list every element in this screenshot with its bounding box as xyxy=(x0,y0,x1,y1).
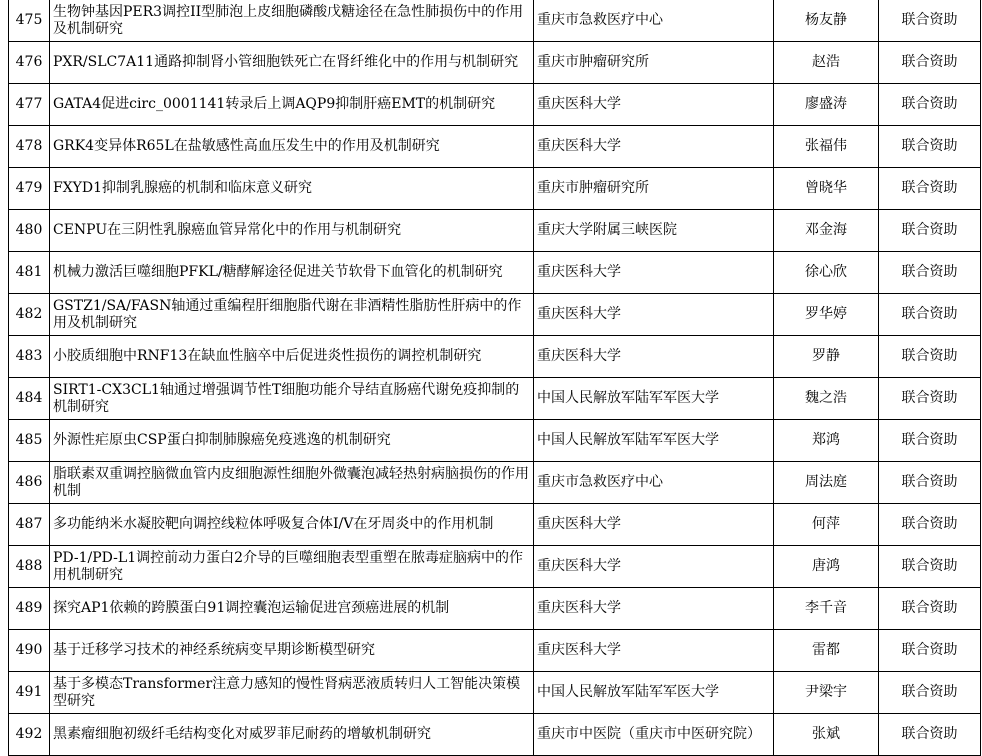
project-title: PD-1/PD-L1调控前动力蛋白2介导的巨噬细胞表型重塑在脓毒症脑病中的作用机制研究 xyxy=(50,546,534,588)
funding-type: 联合资助 xyxy=(879,252,981,294)
row-number: 491 xyxy=(9,672,50,714)
project-title: 黑素瘤细胞初级纤毛结构变化对威罗菲尼耐药的增敏机制研究 xyxy=(50,714,534,756)
table-row xyxy=(9,84,981,126)
row-number: 492 xyxy=(9,714,50,756)
project-title: 外源性疟原虫CSP蛋白抑制肺腺癌免疫逃逸的机制研究 xyxy=(50,420,534,462)
institution-name: 中国人民解放军陆军军医大学 xyxy=(534,672,774,714)
institution-name: 重庆大学附属三峡医院 xyxy=(534,210,774,252)
funding-type: 联合资助 xyxy=(879,546,981,588)
funding-type: 联合资助 xyxy=(879,126,981,168)
institution-name: 重庆医科大学 xyxy=(534,336,774,378)
project-title: 脂联素双重调控脑微血管内皮细胞源性细胞外微囊泡减轻热射病脑损伤的作用机制 xyxy=(50,462,534,504)
funding-type: 联合资助 xyxy=(879,0,981,42)
institution-name: 重庆市肿瘤研究所 xyxy=(534,168,774,210)
project-title: 基于多模态Transformer注意力感知的慢性肾病恶液质转归人工智能决策模型研究 xyxy=(50,672,534,714)
table-row xyxy=(9,210,981,252)
funding-type: 联合资助 xyxy=(879,336,981,378)
row-number: 483 xyxy=(9,336,50,378)
principal-investigator: 赵浩 xyxy=(774,42,879,84)
row-number: 487 xyxy=(9,504,50,546)
project-title: 小胶质细胞中RNF13在缺血性脑卒中后促进炎性损伤的调控机制研究 xyxy=(50,336,534,378)
institution-name: 重庆市中医院（重庆市中医研究院） xyxy=(534,714,774,756)
row-number: 484 xyxy=(9,378,50,420)
table-row xyxy=(9,420,981,462)
table-row xyxy=(9,630,981,672)
funding-type: 联合资助 xyxy=(879,420,981,462)
principal-investigator: 张福伟 xyxy=(774,126,879,168)
project-title: 基于迁移学习技术的神经系统病变早期诊断模型研究 xyxy=(50,630,534,672)
institution-name: 中国人民解放军陆军军医大学 xyxy=(534,378,774,420)
row-number: 490 xyxy=(9,630,50,672)
table-row xyxy=(9,42,981,84)
table-row xyxy=(9,672,981,714)
principal-investigator: 徐心欣 xyxy=(774,252,879,294)
institution-name: 重庆医科大学 xyxy=(534,630,774,672)
project-title: CENPU在三阴性乳腺癌血管异常化中的作用与机制研究 xyxy=(50,210,534,252)
table-row xyxy=(9,714,981,756)
table-row xyxy=(9,504,981,546)
funding-type: 联合资助 xyxy=(879,714,981,756)
project-title: GRK4变异体R65L在盐敏感性高血压发生中的作用及机制研究 xyxy=(50,126,534,168)
row-number: 489 xyxy=(9,588,50,630)
funding-type: 联合资助 xyxy=(879,378,981,420)
row-number: 478 xyxy=(9,126,50,168)
project-title: PXR/SLC7A11通路抑制肾小管细胞铁死亡在肾纤维化中的作用与机制研究 xyxy=(50,42,534,84)
funding-type: 联合资助 xyxy=(879,630,981,672)
project-title: GSTZ1/SA/FASN轴通过重编程肝细胞脂代谢在非酒精性脂肪性肝病中的作用及机制研究 xyxy=(50,294,534,336)
principal-investigator: 雷都 xyxy=(774,630,879,672)
principal-investigator: 廖盛涛 xyxy=(774,84,879,126)
row-number: 488 xyxy=(9,546,50,588)
funding-type: 联合资助 xyxy=(879,210,981,252)
institution-name: 重庆市肿瘤研究所 xyxy=(534,42,774,84)
table-row xyxy=(9,588,981,630)
institution-name: 重庆医科大学 xyxy=(534,84,774,126)
project-title: FXYD1抑制乳腺癌的机制和临床意义研究 xyxy=(50,168,534,210)
table-row xyxy=(9,336,981,378)
institution-name: 重庆医科大学 xyxy=(534,546,774,588)
row-number: 482 xyxy=(9,294,50,336)
principal-investigator: 尹梁宇 xyxy=(774,672,879,714)
funding-type: 联合资助 xyxy=(879,588,981,630)
project-title: 多功能纳米水凝胶靶向调控线粒体呼吸复合体I/V在牙周炎中的作用机制 xyxy=(50,504,534,546)
project-title: 探究AP1依赖的跨膜蛋白91调控囊泡运输促进宫颈癌进展的机制 xyxy=(50,588,534,630)
principal-investigator: 李千音 xyxy=(774,588,879,630)
project-table xyxy=(8,0,981,756)
principal-investigator: 曾晓华 xyxy=(774,168,879,210)
principal-investigator: 郑鸿 xyxy=(774,420,879,462)
funding-type: 联合资助 xyxy=(879,504,981,546)
row-number: 481 xyxy=(9,252,50,294)
institution-name: 重庆医科大学 xyxy=(534,504,774,546)
principal-investigator: 魏之浩 xyxy=(774,378,879,420)
row-number: 479 xyxy=(9,168,50,210)
principal-investigator: 罗华婷 xyxy=(774,294,879,336)
row-number: 485 xyxy=(9,420,50,462)
institution-name: 重庆市急救医疗中心 xyxy=(534,0,774,42)
institution-name: 重庆医科大学 xyxy=(534,294,774,336)
institution-name: 重庆医科大学 xyxy=(534,252,774,294)
row-number: 486 xyxy=(9,462,50,504)
principal-investigator: 杨友静 xyxy=(774,0,879,42)
institution-name: 中国人民解放军陆军军医大学 xyxy=(534,420,774,462)
table-row xyxy=(9,168,981,210)
project-title: 生物钟基因PER3调控II型肺泡上皮细胞磷酸戊糖途径在急性肺损伤中的作用及机制研究 xyxy=(50,0,534,42)
funding-type: 联合资助 xyxy=(879,294,981,336)
institution-name: 重庆医科大学 xyxy=(534,126,774,168)
project-title: SIRT1-CX3CL1轴通过增强调节性T细胞功能介导结直肠癌代谢免疫抑制的机制研究 xyxy=(50,378,534,420)
row-number: 480 xyxy=(9,210,50,252)
project-title: GATA4促进circ_0001141转录后上调AQP9抑制肝癌EMT的机制研究 xyxy=(50,84,534,126)
table-row xyxy=(9,294,981,336)
row-number: 477 xyxy=(9,84,50,126)
funding-type: 联合资助 xyxy=(879,462,981,504)
row-number: 475 xyxy=(9,0,50,42)
funding-type: 联合资助 xyxy=(879,672,981,714)
table-row xyxy=(9,0,981,42)
principal-investigator: 何萍 xyxy=(774,504,879,546)
table-row xyxy=(9,378,981,420)
principal-investigator: 罗静 xyxy=(774,336,879,378)
funding-type: 联合资助 xyxy=(879,168,981,210)
table-row xyxy=(9,126,981,168)
table-row xyxy=(9,252,981,294)
principal-investigator: 唐鸿 xyxy=(774,546,879,588)
institution-name: 重庆医科大学 xyxy=(534,588,774,630)
principal-investigator: 邓金海 xyxy=(774,210,879,252)
project-title: 机械力激活巨噬细胞PFKL/糖酵解途径促进关节软骨下血管化的机制研究 xyxy=(50,252,534,294)
table-row xyxy=(9,546,981,588)
principal-investigator: 张斌 xyxy=(774,714,879,756)
table-row xyxy=(9,462,981,504)
funding-type: 联合资助 xyxy=(879,42,981,84)
institution-name: 重庆市急救医疗中心 xyxy=(534,462,774,504)
funding-type: 联合资助 xyxy=(879,84,981,126)
principal-investigator: 周法庭 xyxy=(774,462,879,504)
row-number: 476 xyxy=(9,42,50,84)
